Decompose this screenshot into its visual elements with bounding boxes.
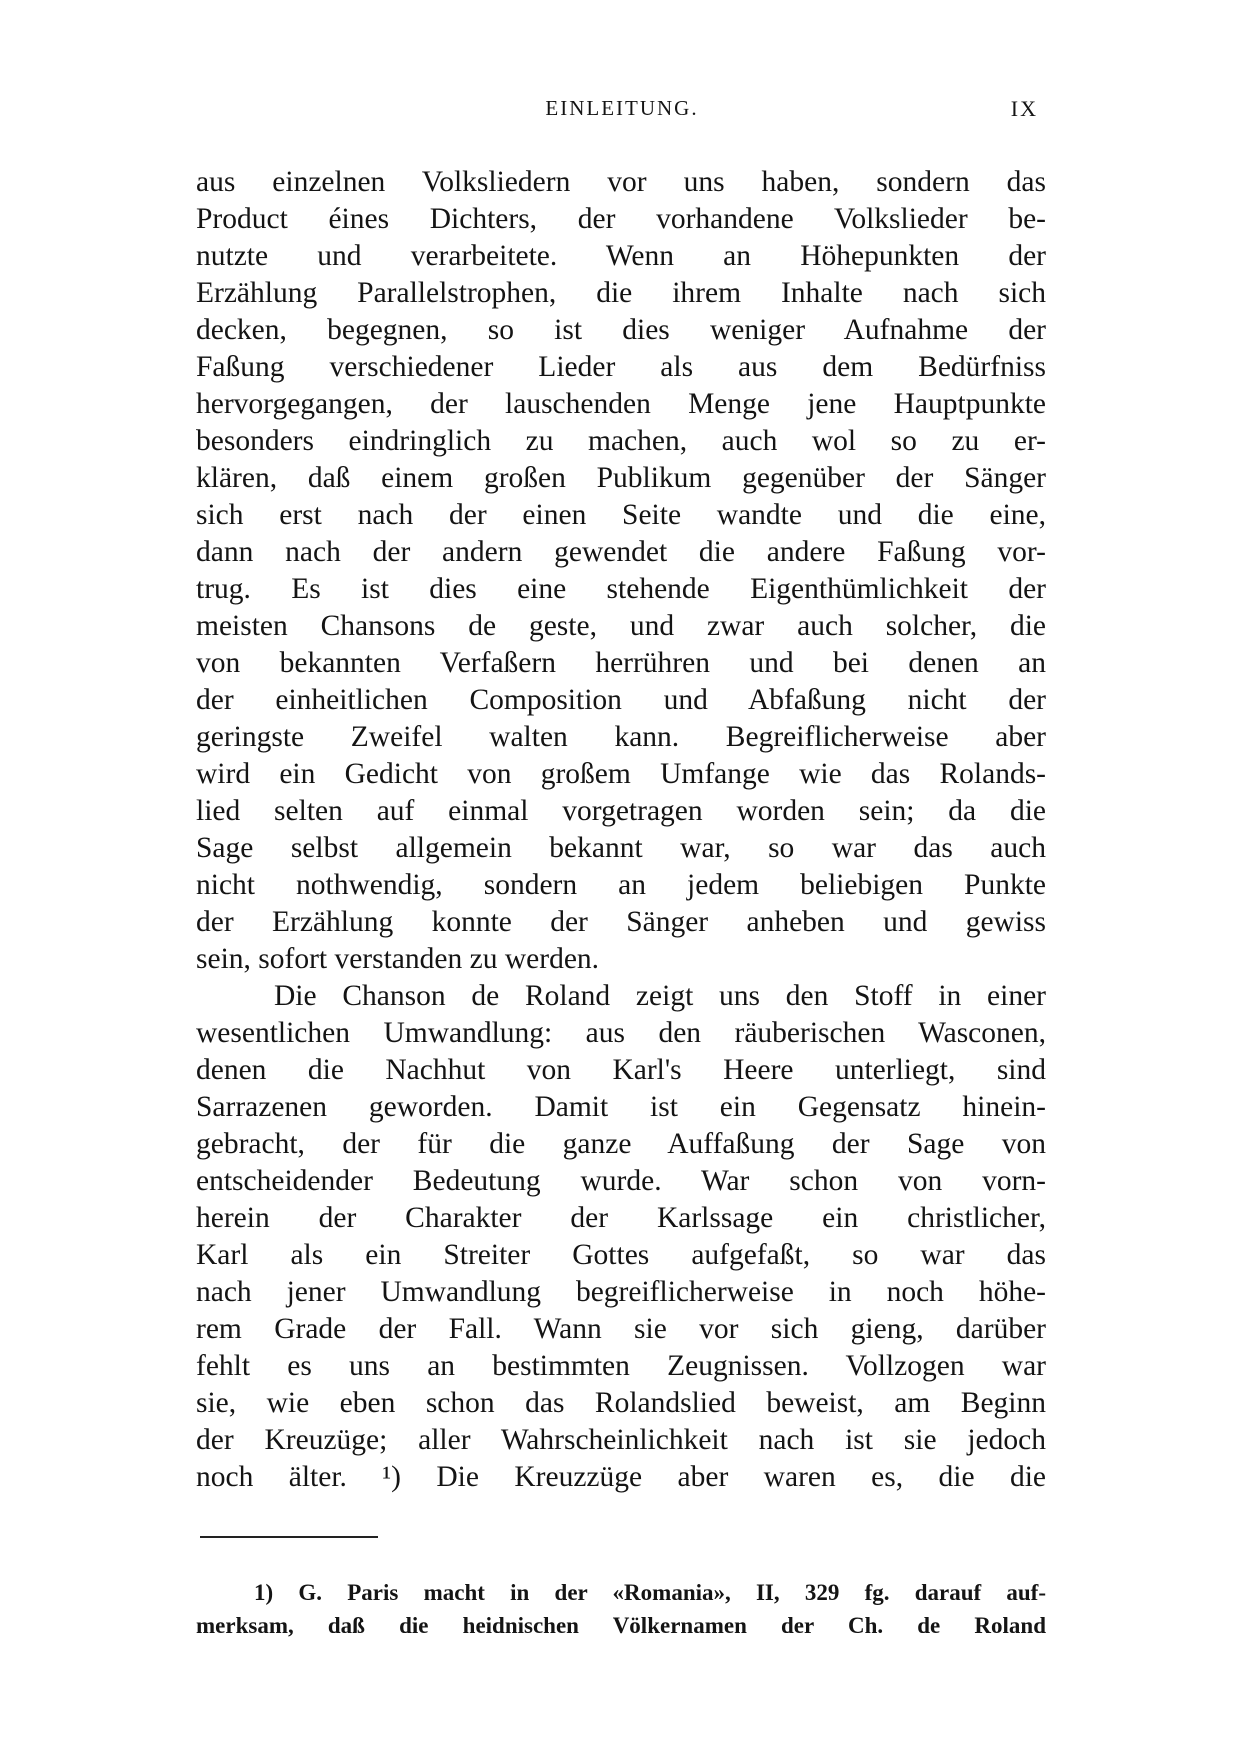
text-line: entscheidender Bedeutung wurde. War schon von vorn-: [196, 1165, 1046, 1197]
footnote-line: merksam, daß die heidnischen Völkernamen der Ch. de Roland: [196, 1613, 1046, 1638]
footnote-divider: [200, 1536, 378, 1538]
main-text: [196, 164, 1046, 1496]
text-line: Sage selbst allgemein bekannt war, so war das auch: [196, 832, 1046, 864]
text-line: sich erst nach der einen Seite wandte und die eine,: [196, 499, 1046, 531]
text-line: wird ein Gedicht von großem Umfange wie das Rolands-: [196, 758, 1046, 790]
page-header: [200, 92, 1044, 128]
footnotes: [196, 1576, 1046, 1642]
text-line: dann nach der andern gewendet die andere Faßung vor-: [196, 536, 1046, 568]
text-line: Sarrazenen geworden. Damit ist ein Gegensatz hinein-: [196, 1091, 1046, 1123]
text-line: decken, begegnen, so ist dies weniger Aufnahme der: [196, 314, 1046, 346]
text-line: herein der Charakter der Karlssage ein christlicher,: [196, 1202, 1046, 1234]
text-line: denen die Nachhut von Karl's Heere unterliegt, sind: [196, 1054, 1046, 1086]
text-line: lied selten auf einmal vorgetragen worden sein; da die: [196, 795, 1046, 827]
paragraph-start-line: Die Chanson de Roland zeigt uns den Stoff in einer: [274, 980, 1046, 1012]
text-line: trug. Es ist dies eine stehende Eigenthümlichkeit der: [196, 573, 1046, 605]
text-line: besonders eindringlich zu machen, auch wol so zu er-: [196, 425, 1046, 457]
paragraph-end-line: sein, sofort verstanden zu werden.: [196, 943, 600, 975]
text-line: meisten Chansons de geste, und zwar auch solcher, die: [196, 610, 1046, 642]
text-line: Product éines Dichters, der vorhandene Volkslieder be-: [196, 203, 1046, 235]
text-line: klären, daß einem großen Publikum gegenüber der Sänger: [196, 462, 1046, 494]
text-line: von bekannten Verfaßern herrühren und bei denen an: [196, 647, 1046, 679]
text-line: nicht nothwendig, sondern an jedem beliebigen Punkte: [196, 869, 1046, 901]
text-line: Erzählung Parallelstrophen, die ihrem Inhalte nach sich: [196, 277, 1046, 309]
running-title: EINLEITUNG.: [545, 96, 699, 120]
text-line: wesentlichen Umwandlung: aus den räuberischen Wasconen,: [196, 1017, 1046, 1049]
text-line: der einheitlichen Composition und Abfaßung nicht der: [196, 684, 1046, 716]
text-line: nach jener Umwandlung begreiflicherweise in noch höhe-: [196, 1276, 1046, 1308]
text-line: der Kreuzüge; aller Wahrscheinlichkeit nach ist sie jedoch: [196, 1424, 1046, 1456]
text-line: Karl als ein Streiter Gottes aufgefaßt, so war das: [196, 1239, 1046, 1271]
text-line: noch älter. ¹) Die Kreuzzüge aber waren es, die die: [196, 1461, 1046, 1493]
text-line: der Erzählung konnte der Sänger anheben und gewiss: [196, 906, 1046, 938]
text-line: hervorgegangen, der lauschenden Menge jene Hauptpunkte: [196, 388, 1046, 420]
footnote-line: 1) G. Paris macht in der «Romania», II, 329 fg. darauf auf-: [254, 1580, 1046, 1605]
text-line: geringste Zweifel walten kann. Begreiflicherweise aber: [196, 721, 1046, 753]
text-line: Faßung verschiedener Lieder als aus dem Bedürfniss: [196, 351, 1046, 383]
text-line: aus einzelnen Volksliedern vor uns haben, sondern das: [196, 166, 1046, 198]
text-line: fehlt es uns an bestimmten Zeugnissen. Vollzogen war: [196, 1350, 1046, 1382]
text-line: sie, wie eben schon das Rolandslied beweist, am Beginn: [196, 1387, 1046, 1419]
text-line: gebracht, der für die ganze Auffaßung der Sage von: [196, 1128, 1046, 1160]
page-number: IX: [1010, 96, 1038, 121]
text-line: nutzte und verarbeitete. Wenn an Höhepunkten der: [196, 240, 1046, 272]
text-line: rem Grade der Fall. Wann sie vor sich gieng, darüber: [196, 1313, 1046, 1345]
